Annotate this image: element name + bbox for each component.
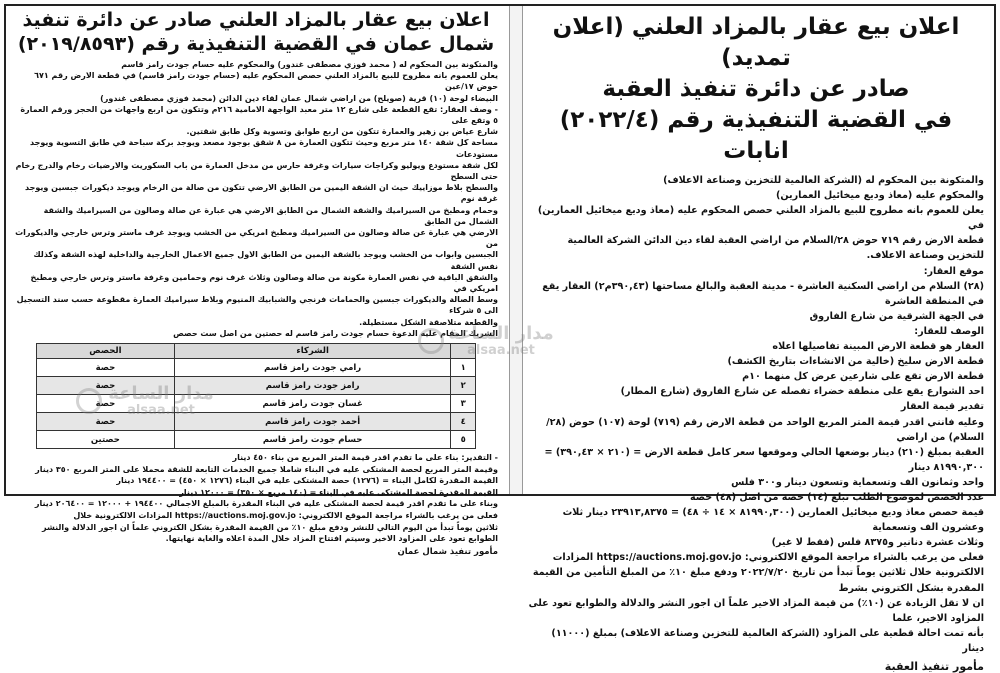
right-body-line: (٢٨) السلام من اراضي السكنية العاشرة - مدينة العقبة والبالغ مساحتها (٣٩٠,٤٣م٢) العقار يقع في المنطقة العاشرة: [542, 280, 984, 307]
table-row: [37, 413, 476, 431]
right-body-line: فعلى من يرغب بالشراء مراجعة الموقع الالكتروني: https://auctions.moj.gov.jo المزادات: [552, 552, 984, 564]
left-body-line: والمتكونة بين المحكوم له ( محمد فوزي مصطفى غندور) والمحكوم عليه حسام جودت رامز قاسم: [121, 60, 498, 69]
right-body-line: موقع العقار:: [923, 265, 984, 277]
table-row: [37, 359, 476, 377]
left-body-line: مساحة كل شقة ١٤٠ متر مربع وحيث تتكون العمارة من ٨ شقق بوجود مصعد ويوجد بركة سباحة في طابق التسوية ويوجد مستودعات: [30, 138, 498, 159]
right-signoff: مأمور تنفيذ العقبة: [884, 660, 984, 673]
header-partners: الشركاء: [174, 344, 451, 359]
left-title-line-2: شمال عمان في القضية التنفيذية رقم (٢٠١٩/٨٥٩٣): [17, 33, 495, 55]
right-auction-notice: [520, 6, 994, 673]
right-body-line: والمتكونة بين المحكوم له (الشركة العالمية للتخزين وصناعة الاعلاف): [663, 175, 984, 186]
table-row: [37, 377, 476, 395]
right-body-line: بأنه تمت احالة قطعية على المزاود (الشركة العالمية للتخزين وصناعة الاعلاف) بمبلغ (١١٠٠٠) دينار: [551, 627, 984, 654]
right-body-line: قطعة الارض سليخ (خالية من الانشاءات بتاريخ الكشف): [727, 356, 984, 368]
right-body-line: واحد وثمانون الف وتسعماية وتسعون دينار و٣٠٠ فلس: [731, 476, 984, 488]
right-body-line: عدد الحصص لموضوع الطلب تبلغ (١٤) حصة من اصل (٤٨) حصة: [689, 491, 984, 503]
left-body-line: يعلن للعموم بانه مطروح للبيع بالمزاد العلني حصص المحكوم عليه (حسام جودت رامز قاسم) في قطعة الارض رقم ٦٧١ حوض ١٧/عين: [34, 71, 498, 92]
right-body-line: والمحكوم عليه (معاذ وديع ميخائيل العمارين): [776, 190, 984, 202]
left-valuation-line: وبناء على ما تقدم اقدر قيمة لحصة المشتكى عليه في البناء المقدرة بالمبلغ الاجمالي ١٩٤٤٠٠ + ١٢٠٠٠ = ٢٠٦٤٠٠ دينار: [34, 499, 498, 509]
left-body-line: - وصف العقار: تقع القطعة على شارع ١٢ متر معبد الواجهة الامامية ٢١٦م وتتكون من اربع واجهات من الحجر ورقم العمارة ٥ وتقع على: [20, 104, 498, 126]
partner-share: حصة: [37, 377, 175, 395]
left-body-line: الجبسين وابواب من الخشب ويوجد بالشقة اليمين من الطابق الاول جميع الاعمال الخارجية والداخلية لهذه الشقة وكذلك نفس الشقة: [33, 250, 498, 271]
right-body-line: في الجهة الشرقية من شارع الفاروق: [809, 310, 984, 322]
right-notice-body: [528, 173, 984, 656]
row-number: ٢: [451, 377, 476, 395]
row-number: ٣: [451, 395, 476, 413]
row-number: ١: [451, 359, 476, 377]
left-title-line-1: اعلان بيع عقار بالمزاد العلني صادر عن دائرة تنفيذ: [22, 9, 490, 31]
left-valuation-line: فعلى من يرغب بالشراء مراجعة الموقع الالكتروني: https://auctions.moj.gov.jo المزادات الالكترونية خلال: [73, 511, 498, 521]
right-title-line-3: في القضية التنفيذية رقم (٢٠٢٢/٤) انابات: [559, 107, 953, 164]
left-body-line: شارع عياض بن زهير والعمارة تتكون من اربع طوابق وتسوية وكل طابق شقتين.: [186, 127, 498, 137]
left-body-line: لكل شقة مستودع ويوليو وكراجات سيارات وغرفة حارس من مدخل العمارة من باب السكوريت والارضيات رخام والدرج رخام حتى السطح: [15, 160, 498, 182]
newspaper-clipping: [4, 4, 996, 673]
right-body-line: تقدير قيمة العقار: [900, 401, 984, 413]
left-body-line: وحمام ومطبخ من السيراميك والشقة الشمال من الطابق الارضي هي عبارة عن صالة وصالون من السيراميك والشقة الشمال من الطابق: [43, 205, 498, 226]
left-valuation-line: وقيمة المتر المربع لحصة المشتكى عليه في البناء شاملا جميع الخدمات التابعة للشقة محملا على المتر المربع ٣٥٠ دينار: [35, 464, 498, 474]
left-body-line: وسط الصالة والديكورات جبسين والحمامات فرنجي والشبابيك المنيوم وبلاط سيراميك العمارة مقطوعة حسب سند التسجيل الى ٥ شركاء: [16, 295, 498, 316]
right-body-line: قطعة الارض تقع على شارعين عرض كل منهما ١٠م: [742, 371, 984, 383]
left-valuation-line: القيمة المقدرة لحصة المشتكى عليه في البناء = (١٤٠ مربع × ٣٥٠) = ١٢٠٠٠ دينار: [179, 487, 498, 497]
left-valuation-line: الطوابع تعود على المزاود الاخير وسيتم افتتاح المزاد خلال المدة اعلاه والغاية نهايتها.: [165, 534, 498, 544]
left-body-line: والشقق الباقية في نفس العمارة مكونة من صالة وصالون وثلاث غرف نوم وحمامين وغرفة ماستر وترس خارجي ومطبخ امريكي في: [30, 272, 498, 294]
right-body-line: احد الشوارع يقع على منطقة خضراء تفصله عن شارع الفاروق (شارع المطار): [620, 386, 984, 398]
left-signoff: مأمور تنفيذ شمال عمان: [397, 546, 498, 557]
left-body-line: الشريك المقام عليه الدعوة حسام جودت رامز قاسم له حصتين من اصل ست حصص: [173, 328, 498, 338]
right-body-line: وعليه فانني اقدر قيمة المتر المربع الواحد من قطعة الارض رقم (٧١٩) لوحة (١٠٧) حوض (٢٨/السلام) من اراضي: [546, 416, 984, 443]
partner-name: أحمد جودت رامز قاسم: [174, 413, 451, 431]
right-body-line: ان لا تقل الزيادة عن (١٠٪) من قيمة المزاد الاخير علماً ان اجور النشر والدلالة والطوابع تعود على المزاود الاخير، علما: [528, 597, 984, 624]
right-body-line: الوصف للعقار:: [914, 325, 984, 337]
left-auction-notice: [6, 6, 506, 557]
right-body-line: العقار هو قطعة الارض المبينة تفاصيلها اعلاه: [772, 341, 984, 353]
left-valuation-line: - التقدير: بناء على ما تقدم اقدر قيمة المتر المربع من بناء ٤٥٠ دينار: [232, 453, 498, 463]
partner-name: رامي جودت رامز قاسم: [174, 359, 451, 377]
watermark-left-arabic: مدار الساعة: [108, 383, 214, 404]
left-notice-title: [14, 8, 498, 56]
table-row: [37, 395, 476, 413]
right-notice-title: [528, 12, 984, 167]
right-body-line: الالكترونية خلال ثلاثين يوماً تبدأ من تاريخ ٢٠٢٢/٧/٢٠ ودفع مبلغ ١٠٪ من المبلغ التأمين من القيمة المقدرة بشكل الكتروني بشرط: [532, 567, 984, 594]
partner-name: حسام جودت رامز قاسم: [174, 431, 451, 449]
row-number: ٥: [451, 431, 476, 449]
column-divider: [509, 6, 523, 494]
left-valuation-line: ثلاثين يوماً تبدأ من اليوم التالي للنشر ودفع مبلغ ١٠٪ من القيمة المقدرة بشكل الكتروني علماً ان اجور الدلالة والنشر: [42, 522, 498, 532]
right-body-line: قيمة حصص معاذ وديع ميخائيل العمارين (٨١٩٩٠,٣٠٠ × ١٤ ÷ ٤٨) = ٢٣٩١٣,٨٣٧٥ دينار ثلاث وعشرون الف وتسعماية: [562, 507, 984, 534]
partner-share: حصة: [37, 413, 175, 431]
partner-share: حصة: [37, 395, 175, 413]
partner-name: غسان جودت رامز قاسم: [174, 395, 451, 413]
right-title-line-2: صادر عن دائرة تنفيذ العقبة: [602, 76, 910, 102]
left-body-line: البيضاء لوحة (١٠) قرية (صويلح) من اراضي شمال عمان لقاء دين الدائن (محمد فوزي مصطفى غندور): [100, 93, 498, 103]
left-body-line: والسطح بلاط موزاييك حيث ان الشقة اليمين من الطابق الارضي تتكون من صالة من الرخام ويوجد ديكورات جبسين ويوجد غرفة نوم: [25, 183, 498, 204]
header-num: [451, 344, 476, 359]
table-row: [37, 431, 476, 449]
partner-share: حصتين: [37, 431, 175, 449]
partners-table: [36, 343, 476, 449]
left-notice-body: [14, 59, 498, 339]
right-body-line: العقبة بمبلغ (٢١٠) دينار بوضعها الحالي وموقعها سعر كامل قطعة الارض = (٢١٠ × ٣٩٠,٤٣) = ٨١٩٩٠,٣٠٠ دينار: [544, 446, 984, 473]
row-number: ٤: [451, 413, 476, 431]
watermark-left-latin: alsaa.net: [127, 403, 195, 418]
right-body-line: يعلن للعموم بانه مطروح للبيع بالمزاد العلني حصص المحكوم عليه (معاذ وديع ميخائيل العمارين) في: [537, 205, 984, 232]
watermark-right-latin: alsaa.net: [467, 343, 535, 358]
right-body-line: قطعة الارض رقم ٧١٩ حوض ٢٨/السلام من اراضي العقبة لقاء دين الدائن الشركة العالمية للتخزين وصناعة الاعلاف.: [567, 235, 984, 262]
left-valuation-text: [14, 452, 498, 545]
right-title-line-1: اعلان بيع عقار بالمزاد العلني (اعلان تمديد): [552, 14, 960, 71]
header-shares: الحصص: [37, 344, 175, 359]
partner-name: رامز جودت رامز قاسم: [174, 377, 451, 395]
left-valuation-line: القيمة المقدرة لكامل البناء = (١٢٧٦) حصة المشتكى عليه في البناء (١٢٧٦ × ٤٥٠) = ١٩٤٤٠٠ دينار: [116, 476, 498, 486]
left-body-line: الارضي هي عبارة عن صالة وصالون من السيراميك ومطبخ امريكي من الخشب ويوجد غرف ماستر وترس خارجي والديكورات من: [15, 228, 498, 249]
watermark-right-arabic: مدار الساعة: [448, 323, 554, 344]
right-body-line: وثلاث عشرة دنانير و٨٣٧٥ فلس (فقط لا غير): [771, 537, 984, 549]
partner-share: حصة: [37, 359, 175, 377]
partners-table-header: [37, 344, 476, 359]
left-body-line: والقطعة متلاصقة الشكل مستطيلة.: [359, 317, 498, 327]
